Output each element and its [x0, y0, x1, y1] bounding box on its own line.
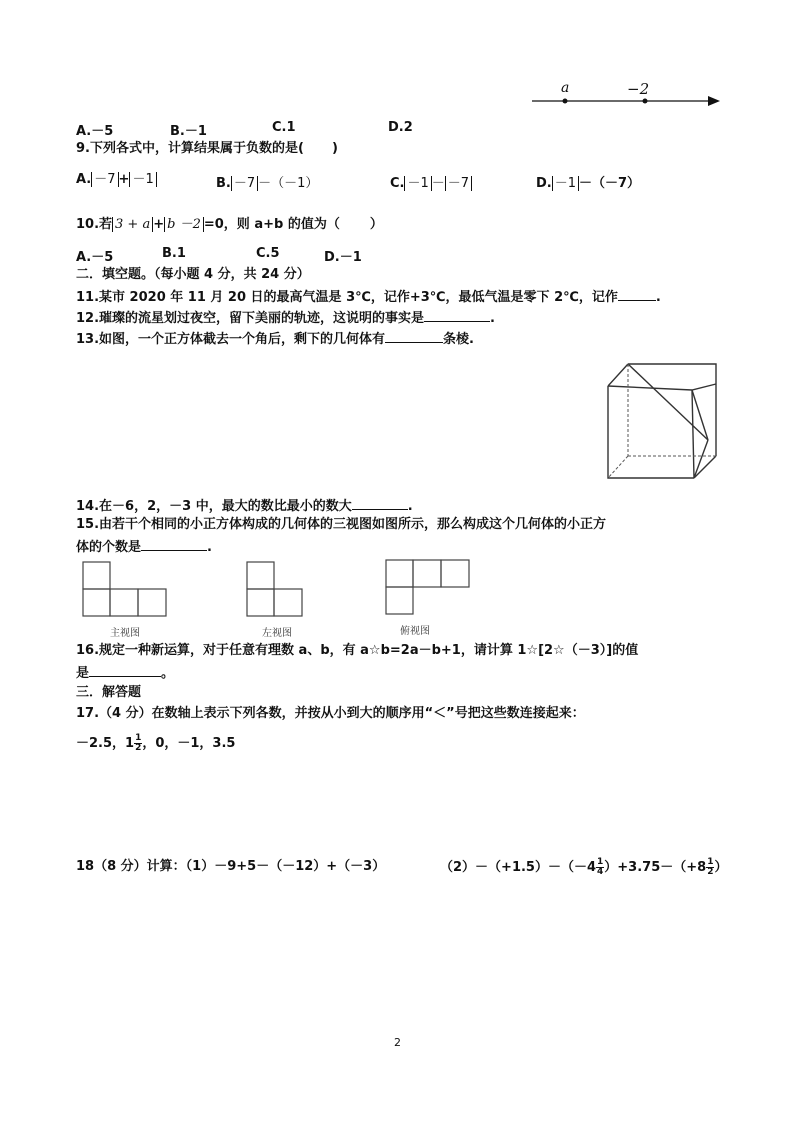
section-3-heading: 三．解答题: [76, 685, 142, 700]
q17-stem: 17.（4 分）在数轴上表示下列各数，并按从小到大的顺序用“＜”号把这些数连接起来：: [76, 706, 585, 721]
number-line-label-a: a: [561, 80, 570, 96]
q10-option-c[interactable]: C.5: [256, 246, 280, 261]
top-view-figure: [385, 559, 471, 617]
q14: 14.在－6，2，－3 中，最大的数比最小的数大 .: [76, 496, 413, 516]
q8-option-c[interactable]: C.1: [272, 120, 296, 135]
q18-part2: （2）－（+1.5）－（－4 $\frac{1}{4}$ ）+3.75－（+8 $\frac{1}{2}$ ）: [440, 857, 728, 877]
q8-option-b[interactable]: B.－1: [170, 124, 207, 139]
q10-option-d[interactable]: D.－1: [324, 250, 362, 265]
q11: 11.某市 2020 年 11 月 20 日的最高气温是 3℃，记作+3℃，最低气温是零下 2℃，记作 .: [76, 287, 661, 307]
cut-cube-figure: [604, 360, 724, 484]
q8-option-a[interactable]: A.－5: [76, 124, 114, 139]
q16-line1: 16.规定一种新运算，对于任意有理数 a、b，有 a☆b=2a－b+1，请计算 1☆[2☆（－3）]的值: [76, 643, 639, 658]
q18-fraction-2: $\frac{1}{2}$: [707, 857, 714, 877]
q8-option-d[interactable]: D.2: [388, 120, 413, 135]
front-view-figure: [82, 561, 168, 619]
q13: 13.如图，一个正方体截去一个角后，剩下的几何体有 条棱.: [76, 329, 474, 349]
q15-line2: 体的个数是 .: [76, 537, 212, 557]
q15-line1: 15.由若干个相同的小正方体构成的几何体的三视图如图所示，那么构成这个几何体的小正方: [76, 517, 607, 532]
page-number: 2: [394, 1036, 401, 1049]
q16-answer-blank[interactable]: [89, 663, 161, 677]
q16-line2: 是 。: [76, 663, 174, 683]
q10-stem: 10.若 3 + a + b －2 =0，则 a+b 的值为（ ）: [76, 217, 383, 232]
q9-option-c[interactable]: C. －1 － －7: [390, 172, 472, 191]
q9-option-d[interactable]: D. －1 －（－7）: [536, 176, 641, 191]
left-view-figure: [246, 561, 304, 619]
q14-answer-blank[interactable]: [352, 496, 408, 510]
left-view-caption: 左视图: [262, 628, 292, 639]
q10-option-a[interactable]: A.－5: [76, 250, 114, 265]
q18-part1: 18（8 分）计算：（1）－9+5－（－12）+（－3）: [76, 859, 386, 874]
q17-numbers: －2.5，1 $\frac{1}{2}$ ，0，－1，3.5: [76, 733, 236, 753]
top-view-caption: 俯视图: [400, 626, 430, 637]
section-2-heading: 二．填空题。（每小题 4 分，共 24 分）: [76, 267, 310, 282]
front-view-caption: 主视图: [110, 628, 140, 639]
q9-option-b[interactable]: B. －7 －（－1）: [216, 176, 319, 191]
q12: 12.璀璨的流星划过夜空，留下美丽的轨迹，这说明的事实是 .: [76, 308, 495, 328]
q12-answer-blank[interactable]: [424, 308, 490, 322]
q18-fraction-1: $\frac{1}{4}$: [597, 857, 604, 877]
q13-answer-blank[interactable]: [385, 329, 443, 343]
q15-answer-blank[interactable]: [141, 537, 207, 551]
q9-option-a[interactable]: A. －7 + －1: [76, 172, 157, 187]
q17-fraction: $\frac{1}{2}$: [135, 733, 142, 753]
number-line-label-minus2: −2: [627, 80, 650, 98]
q10-option-b[interactable]: B.1: [162, 246, 186, 261]
q9-stem: 9.下列各式中，计算结果属于负数的是( ): [76, 141, 338, 156]
q11-answer-blank[interactable]: [618, 287, 656, 301]
